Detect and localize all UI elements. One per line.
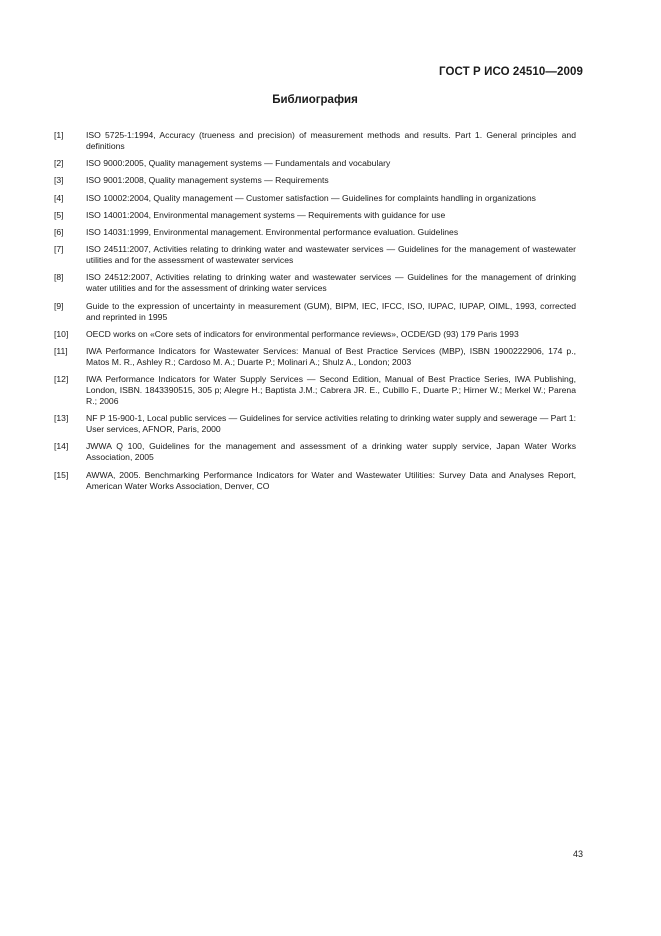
entry-number: [5]: [54, 209, 64, 220]
bibliography-entry: [54, 374, 576, 407]
bibliography-list: [54, 130, 576, 498]
page-title: Библиография: [272, 94, 358, 106]
entry-text: ISO 5725-1:1994, Accuracy (trueness and precision) of measurement methods and results. Part 1. General principles and definitions: [86, 130, 576, 151]
entry-text: JWWA Q 100, Guidelines for the management and assessment of a drinking water supply service, Japan Water Works Association, 2005: [86, 441, 576, 463]
page-number: 43: [572, 849, 583, 859]
bibliography-entry: [54, 470, 576, 492]
entry-number: [12]: [54, 374, 69, 385]
entry-text: ISO 24512:2007, Activities relating to drinking water and wastewater services — Guidelines for the management of drinking water utilities and for the assessment of drinking water services: [86, 272, 576, 294]
entry-text: ISO 9001:2008, Quality management systems — Requirements: [86, 175, 329, 186]
bibliography-entry: [54, 301, 576, 323]
bibliography-entry: [54, 441, 576, 463]
entry-text: IWA Performance Indicators for Water Supply Services — Second Edition, Manual of Best Practice Series, IWA Publishing, London, ISBN. 1843390515, 305 p; Alegre H.; Baptista J.M.; Cabrera JR. E., Cubillo F., Duarte P.; Hirner W.; Merkel W.; Parena R.; 2006: [86, 374, 576, 407]
entry-number: [8]: [54, 272, 64, 283]
bibliography-entry: [54, 413, 576, 435]
bibliography-entry: [54, 130, 576, 152]
bibliography-entry: [54, 175, 576, 186]
entry-number: [2]: [54, 158, 64, 169]
bibliography-entry: [54, 227, 576, 238]
bibliography-entry: [54, 158, 576, 169]
entry-number: [7]: [54, 244, 64, 255]
entry-number: [15]: [54, 469, 69, 480]
entry-text: Guide to the expression of uncertainty in measurement (GUM), BIPM, IEC, IFCC, ISO, IUPAC, IUPAP, OIML, 1993, corrected and reprinted in 1995: [86, 300, 576, 322]
entry-text: ISO 14001:2004, Environmental management systems — Requirements with guidance for use: [86, 209, 446, 220]
entry-number: [13]: [54, 413, 69, 424]
entry-text: ISO 14031:1999, Environmental management. Environmental performance evaluation. Guidelines: [86, 226, 459, 237]
bibliography-entry: [54, 272, 576, 294]
entry-text: AWWA, 2005. Benchmarking Performance Indicators for Water and Wastewater Utilities: Survey Data and Analyses Report, American Water Works Association, Denver, CO: [86, 469, 576, 491]
bibliography-entry: [54, 329, 576, 340]
entry-number: [4]: [54, 192, 64, 203]
standard-code-header: ГОСТ Р ИСО 24510—2009: [438, 66, 583, 78]
entry-text: IWA Performance Indicators for Wastewater Services: Manual of Best Practice Services (MBP), ISBN 1900222906, 174 p., Matos M. R., Ashley R.; Cardoso M. A.; Duarte P.; Molinari A.; Shulz A., London; 2003: [86, 345, 576, 367]
entry-text: OECD works on «Core sets of indicators for environmental performance reviews», OCDE/GD (93) 179 Paris 1993: [86, 328, 519, 339]
bibliography-entry: [54, 193, 576, 204]
entry-number: [6]: [54, 226, 64, 237]
bibliography-entry: [54, 244, 576, 266]
bibliography-entry: [54, 346, 576, 368]
entry-number: [9]: [54, 300, 64, 311]
entry-text: NF P 15-900-1, Local public services — Guidelines for service activities relating to drinking water supply and sewerage — Part 1: User services, AFNOR, Paris, 2000: [86, 413, 576, 435]
bibliography-entry: [54, 210, 576, 221]
entry-number: [10]: [54, 328, 69, 339]
entry-number: [11]: [54, 345, 68, 356]
entry-text: ISO 9000:2005, Quality management systems — Fundamentals and vocabulary: [86, 158, 391, 169]
entry-number: [14]: [54, 441, 69, 452]
entry-number: [1]: [54, 130, 64, 140]
entry-text: ISO 24511:2007, Activities relating to drinking water and wastewater services — Guidelines for the management of wastewater utilities and for the assessment of wastewater services: [86, 244, 576, 266]
entry-number: [3]: [54, 175, 64, 186]
entry-text: ISO 10002:2004, Quality management — Customer satisfaction — Guidelines for complaints handling in organizations: [86, 192, 536, 203]
